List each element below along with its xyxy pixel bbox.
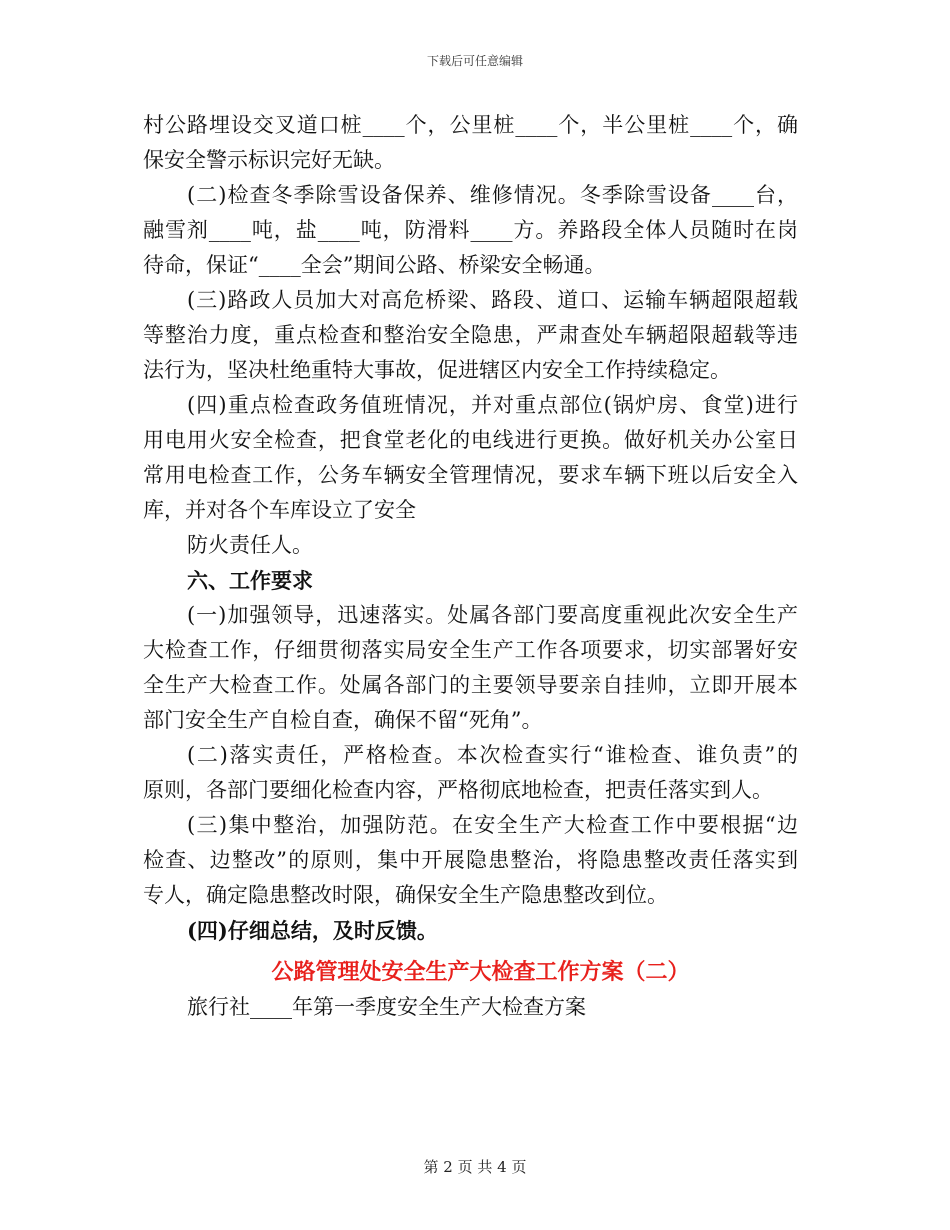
text-line: 防火责任人。 [187,533,313,557]
document-body [143,108,798,1025]
section-heading [143,563,798,598]
text-line: 用电用火安全检查，把食堂老化的电线进行更换。做好机关办公室日 [143,428,798,452]
text-line: 待命，保证“____全会”期间公路、桥梁安全畅通。 [143,253,606,277]
paragraph [143,283,798,388]
text-line: (二)落实责任，严格检查。本次检查实行“谁检查、谁负责”的 [187,743,798,767]
text-line: 融雪剂____吨，盐____吨，防滑料____方。养路段全体人员随时在岗 [143,218,798,242]
text-line: 库，并对各个车库设立了安全 [143,498,416,522]
paragraph [143,178,798,283]
text-line: 保安全警示标识完好无缺。 [143,148,395,172]
section-title: 公路管理处安全生产大检查工作方案（二） [271,959,690,985]
paragraph [143,388,798,528]
paragraph [143,913,798,948]
text-line: (三)路政人员加大对高危桥梁、路段、道口、运输车辆超限超载 [187,288,798,312]
paragraph [143,108,798,178]
text-line: (三)集中整治，加强防范。在安全生产大检查工作中要根据“边 [187,813,798,837]
text-line: 常用电检查工作，公务车辆安全管理情况，要求车辆下班以后安全入 [143,463,798,487]
text-line: 原则，各部门要细化检查内容，严格彻底地检查，把责任落实到人。 [143,778,773,802]
page-header: 下载后可任意编辑 [426,54,523,68]
heading-text: 六、工作要求 [187,568,313,593]
text-line: (二)检查冬季除雪设备保养、维修情况。冬季除雪设备____台， [187,183,798,207]
text-line: 检查、边整改”的原则，集中开展隐患整治，将隐患整改责任落实到 [143,848,798,872]
paragraph [143,808,798,913]
text-line: 部门安全生产自检自查，确保不留“死角”。 [143,708,543,732]
text-line: 等整治力度，重点检查和整治安全隐患，严肃查处车辆超限超载等违 [143,323,798,347]
paragraph [143,528,798,563]
text-line: 全生产大检查工作。处属各部门的主要领导要亲自挂帅，立即开展本 [143,673,798,697]
text-line: (四)重点检查政务值班情况，并对重点部位(锅炉房、食堂)进行 [187,393,798,417]
text-line: 专人，确定隐患整改时限，确保安全生产隐患整改到位。 [143,883,668,907]
paragraph [143,738,798,808]
page-footer: 第 2 页 共 4 页 [423,1158,527,1176]
text-line: 村公路埋设交叉道口桩____个，公里桩____个，半公里桩____个，确 [143,113,798,137]
document-subtitle: 旅行社____年第一季度安全生产大检查方案 [187,995,586,1019]
text-line: 大检查工作，仔细贯彻落实局安全生产工作各项要求，切实部署好安 [143,638,798,662]
text-line: (一)加强领导，迅速落实。处属各部门要高度重视此次安全生产 [187,603,798,627]
text-line: (四)仔细总结，及时反馈。 [187,918,438,943]
paragraph [143,598,798,738]
text-line: 法行为，坚决杜绝重特大事故，促进辖区内安全工作持续稳定。 [143,358,731,382]
